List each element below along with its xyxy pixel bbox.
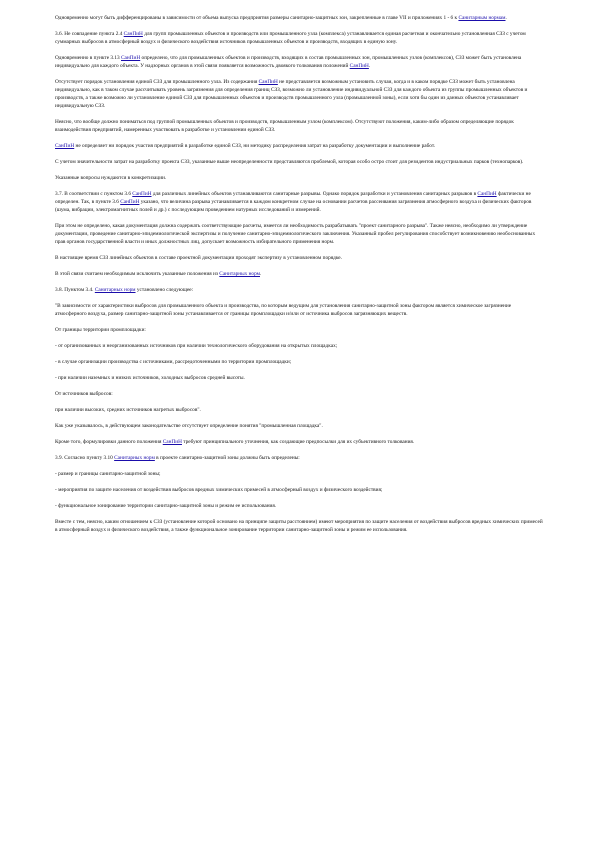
paragraph xyxy=(55,14,543,22)
paragraph xyxy=(55,142,543,150)
paragraph xyxy=(55,406,543,414)
paragraph xyxy=(55,222,543,246)
paragraph-text: - размер и границы санитарно-защитной зоны; xyxy=(55,471,161,477)
paragraph-text: - от организованных и неорганизованных источников при наличии технологического оборудования на открытых площадках; xyxy=(55,343,338,349)
paragraph-text: В этой связи считаем необходимым исключить указанные положения из xyxy=(55,271,220,277)
paragraph xyxy=(55,302,543,318)
paragraph xyxy=(55,454,543,462)
paragraph-text: при наличии высоких, средних источников нагретых выбросов". xyxy=(55,407,201,413)
paragraph-text: От источников выбросов: xyxy=(55,391,113,397)
paragraph xyxy=(55,270,543,278)
paragraph-text: для групп промышленных объектов и производств или промышленного узла (комплекса) устанавливается единая расчетная и окончательно установленная СЗЗ с учетом суммарных выбросов в атмосферный воздух и физического воздействия источников промышленных объектов и производств, входящих в единую зону. xyxy=(55,31,526,45)
paragraph xyxy=(55,486,543,494)
paragraph-text: не определяет ни порядок участия предприятий в разработке единой СЗЗ, ни методику распределения затрат на разработку документации и выполнение работ. xyxy=(74,143,436,149)
document-link[interactable]: СанПиН xyxy=(132,191,152,197)
paragraph-text: . xyxy=(260,271,262,277)
document-link[interactable]: СанПиН xyxy=(162,439,182,445)
paragraph xyxy=(55,190,543,214)
paragraph xyxy=(55,118,543,134)
paragraph-text: 3.8. Пунктом 3.4. xyxy=(55,287,95,293)
document-link[interactable]: СанПиН xyxy=(55,143,75,149)
paragraph-text: Одновременно в пункте 3.13 xyxy=(55,55,122,61)
paragraph-text: определено, что для промышленных объектов и производств, входящих в состав промышленных зон, промышленных узлов (комплексов), СЗЗ может быть установлена индивидуально для каждого объекта. У надзорных органов в этой связи появляется возможность двоякого толкования положений xyxy=(55,55,522,69)
document-link[interactable]: Санитарным нормам xyxy=(458,15,506,21)
paragraph-text: фактически не определен. Так, в пункте 3.6 xyxy=(55,191,531,205)
paragraph xyxy=(55,390,543,398)
paragraph-text: . xyxy=(505,15,507,21)
paragraph xyxy=(55,438,543,446)
document-link[interactable]: СанПиН xyxy=(120,199,140,205)
paragraph-text: не представляется возможным установить случаи, когда и в каком порядке СЗЗ может быть установлена индивидуально, как в таком случае рассчитывать уровень загрязнения для определения границ СЗЗ, возможно ли установление индивидуальной СЗЗ для каждого объекта из группы промышленных объектов и производств, а также возможно ли установление единой СЗЗ для промышленных объектов и производств промышленного узла (промышленной зоны), если хотя бы один из данных объектов устанавливает индивидуальную СЗЗ. xyxy=(55,79,528,109)
document-link[interactable]: СанПиН xyxy=(123,31,143,37)
paragraph-text: 3.7. В соответствии с пунктом 3.6 xyxy=(55,191,133,197)
paragraph-text: Как уже указывалось, в действующем законодательстве отсутствует определение понятия "промышленная площадка". xyxy=(55,423,323,429)
paragraph xyxy=(55,54,543,70)
paragraph xyxy=(55,326,543,334)
paragraph xyxy=(55,158,543,166)
paragraph-text: - мероприятия по защите населения от воздействия выбросов вредных химических примесей в атмосферный воздух и физического воздействия; xyxy=(55,487,383,493)
document-page xyxy=(55,14,543,542)
paragraph-text: 3.9. Согласно пункту 3.10 xyxy=(55,455,115,461)
paragraph xyxy=(55,286,543,294)
paragraph-text: От границы территории промплощадки: xyxy=(55,327,146,333)
paragraph xyxy=(55,374,543,382)
paragraph xyxy=(55,174,543,182)
paragraph xyxy=(55,470,543,478)
paragraph xyxy=(55,342,543,350)
paragraph xyxy=(55,78,543,110)
paragraph xyxy=(55,254,543,262)
paragraph-text: в проекте санитарно-защитной зоны должны быть определены: xyxy=(154,455,300,461)
paragraph xyxy=(55,422,543,430)
paragraph-text: "В зависимости от характеристики выбросов для промышленного объекта и производства, по которым ведущим для установления санитарно-защитной зоны фактором является химическое загрязнение атмосферного воздуха, размер санитарно-защитной зоны устанавливается от границы промплощадки и/или от источника выбросов загрязняющих веществ. xyxy=(55,303,512,317)
paragraph-text: - функциональное зонирование территории санитарно-защитной зоны и режим ее использования. xyxy=(55,503,277,509)
paragraph-text: Вместе с тем, неясно, каким отношением к СЗЗ (установление которой основано на принципе защиты расстоянием) имеют мероприятия по защите населения от воздействия выбросов вредных химических примесей в атмосферный воздух и физического воздействия, а также функциональное зонирование территории санитарно-защитной зоны и режим ее использования. xyxy=(55,519,543,533)
paragraph-text: Неясно, что вообще должно пониматься под группой промышленных объектов и производств, промышленным узлом (комплексом). Отсутствуют положения, каким-либо образом определяющие порядок взаимодействия предприятий, намеренных участвовать в разработке и установлении единой СЗЗ. xyxy=(55,119,514,133)
paragraph-text: Отсутствует порядок установления единой СЗЗ для промышленного узла. Из содержания xyxy=(55,79,259,85)
paragraph-text: - при наличии наземных и низких источников, холодных выбросов средней высоты. xyxy=(55,375,245,381)
document-link[interactable]: СанПиН xyxy=(121,55,141,61)
paragraph xyxy=(55,502,543,510)
paragraph-text: Кроме того, формулировки данного положения xyxy=(55,439,163,445)
document-link[interactable]: СанПиН xyxy=(349,63,369,69)
paragraph xyxy=(55,30,543,46)
paragraph-text: Одновременно могут быть дифференцированы в зависимости от объема выпуска предприятия размеры санитарно-защитных зон, закрепленные в главе VII и приложениях 1 - 6 к xyxy=(55,15,459,21)
paragraph-text: Указанные вопросы нуждаются в конкретизации. xyxy=(55,175,167,181)
paragraph-text: С учетом значительности затрат на разработку проекта СЗЗ, указанные выше неопределенности представляются проблемой, которая особо остро стоит для резидентов индустриальных парков (технопарков). xyxy=(55,159,524,165)
document-link[interactable]: СанПиН xyxy=(477,191,497,197)
paragraph-text: требуют принципиального уточнения, как создающие предпосылки для их субъективного толкования. xyxy=(181,439,415,445)
paragraph-text: для различных линейных объектов устанавливаются санитарные разрывы. Однако порядок разработки и установления санитарных разрывов в xyxy=(151,191,478,197)
document-link[interactable]: СанПиН xyxy=(258,79,278,85)
paragraph-text: установлено следующее: xyxy=(135,287,194,293)
paragraph-text: 3.6. Не совпадение пункта 2.4 xyxy=(55,31,124,37)
paragraph xyxy=(55,518,543,534)
paragraph-text: - в случае организации производства с источниками, рассредоточенными по территории промплощадки; xyxy=(55,359,292,365)
paragraph-text: При этом не определено, какая документация должна содержать соответствующие расчеты, имеется ли необходимость разрабатывать "проект санитарного разрыва". Также неясно, необходимо ли утверждение документации, проведение санитарно-эпидемиологической экспертизы и получение санитарно-эпидемиологического заключения. Указанный пробел регулирования способствует возникновению необоснованных прав органов государственной власти и иных должностных лиц, допускает возможность избирательного применения норм. xyxy=(55,223,536,245)
paragraph-text: В настоящее время СЗЗ линейных объектов в составе проектной документации проходят экспертизу в установленном порядке. xyxy=(55,255,342,261)
paragraph-text: указано, что величина разрыва устанавливается в каждом конкретном случае на основании расчетов рассеивания загрязнения атмосферного воздуха и физических факторов (шума, вибрации, электромагнитных полей и др.) с последующим проведением натурных исследований и измерений. xyxy=(55,199,532,213)
document-link[interactable]: Санитарных норм xyxy=(94,287,136,293)
document-link[interactable]: Санитарных норм xyxy=(114,455,155,461)
paragraph xyxy=(55,358,543,366)
paragraph-text: . xyxy=(368,63,371,69)
document-link[interactable]: Санитарных норм xyxy=(219,271,260,277)
